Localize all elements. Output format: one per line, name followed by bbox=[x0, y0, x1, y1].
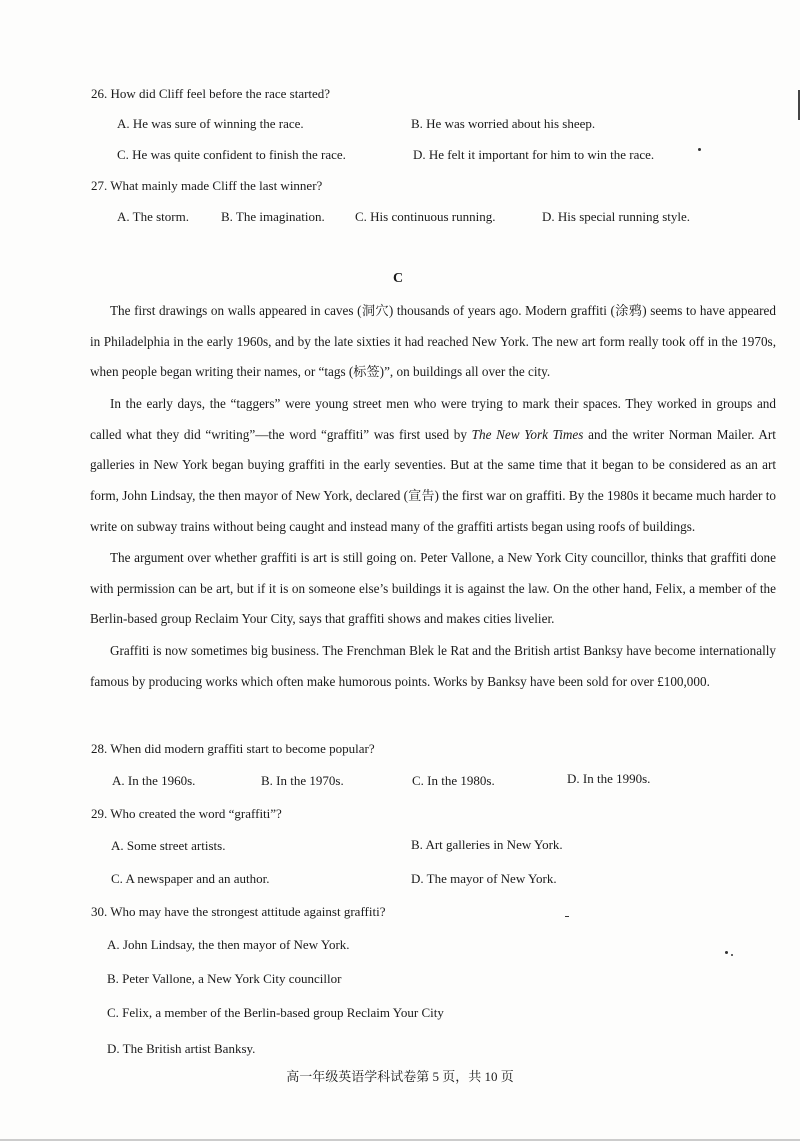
q28-option-b: B. In the 1970s. bbox=[261, 773, 344, 788]
q26-option-d: D. He felt it important for him to win the race. bbox=[413, 147, 655, 162]
q30-option-c: C. Felix, a member of the Berlin-based group Reclaim Your City bbox=[107, 1005, 444, 1020]
question-30: 30. Who may have the strongest attitude against graffiti? bbox=[91, 904, 386, 919]
newspaper-title: The New York Times bbox=[471, 426, 584, 442]
scan-speck bbox=[565, 916, 569, 917]
question-29: 29. Who created the word “graffiti”? bbox=[91, 806, 282, 821]
passage-paragraph-3 bbox=[90, 543, 776, 635]
q26-option-c: C. He was quite confident to finish the race. bbox=[117, 147, 346, 162]
q28-option-c: C. In the 1980s. bbox=[412, 773, 495, 788]
question-27: 27. What mainly made Cliff the last winner? bbox=[91, 178, 323, 193]
q26-option-b: B. He was worried about his sheep. bbox=[411, 116, 596, 131]
q27-option-c: C. His continuous running. bbox=[355, 209, 496, 224]
q30-option-b: B. Peter Vallone, a New York City councillor bbox=[107, 971, 342, 986]
paragraph-4-text: Graffiti is now sometimes big business. The Frenchman Blek le Rat and the British artist Banksy have become internationally famous by producing works which often make humorous points. Works by Banksy have been sold for over £100,000. bbox=[90, 643, 776, 689]
question-28: 28. When did modern graffiti start to become popular? bbox=[91, 741, 375, 756]
paragraph-3-text: The argument over whether graffiti is art is still going on. Peter Vallone, a New York City councillor, thinks that graffiti done with permission can be art, but if it is on someone else’s buildings it is against the law. On the other hand, Felix, a member of the Berlin-based group Reclaim Your City, says that graffiti shows and makes cities livelier. bbox=[90, 550, 776, 627]
question-26: 26. How did Cliff feel before the race started? bbox=[91, 86, 331, 101]
passage-paragraph-2 bbox=[90, 389, 776, 543]
q27-option-a: A. The storm. bbox=[117, 209, 189, 224]
paragraph-2-text-b: and the writer Norman Mailer. Art galleries in New York began buying graffiti in the early seventies. But at the same time that it began to be considered as an art form, John Lindsay, the then mayor of New York, declared (宣告) the first war on graffiti. By the 1980s it became much harder to write on subway trains without being caught and instead many of the graffiti artists began using roofs of buildings. bbox=[90, 426, 776, 534]
scan-speck bbox=[725, 951, 728, 954]
scan-speck bbox=[731, 954, 733, 956]
q28-option-a: A. In the 1960s. bbox=[112, 773, 196, 788]
q28-option-d: D. In the 1990s. bbox=[567, 771, 651, 786]
q29-option-b: B. Art galleries in New York. bbox=[411, 837, 563, 852]
q27-option-d: D. His special running style. bbox=[542, 209, 691, 224]
q29-option-a: A. Some street artists. bbox=[111, 838, 226, 853]
section-title: C bbox=[393, 271, 404, 286]
q29-option-d: D. The mayor of New York. bbox=[411, 871, 557, 886]
page-footer: 高一年级英语学科试卷第 5 页，共 10 页 bbox=[286, 1069, 514, 1084]
q27-option-b: B. The imagination. bbox=[221, 209, 325, 224]
scan-speck bbox=[698, 148, 701, 151]
q26-option-a: A. He was sure of winning the race. bbox=[117, 116, 304, 131]
q30-option-a: A. John Lindsay, the then mayor of New York. bbox=[107, 937, 350, 952]
q29-option-c: C. A newspaper and an author. bbox=[111, 871, 270, 886]
paragraph-1-text: The first drawings on walls appeared in caves (洞穴) thousands of years ago. Modern graffiti (涂鸦) seems to have appeared in Philadelphia in the early 1960s, and by the late sixties it had reached New York. The new art form really took off in the 1970s, when people began writing their names, or “tags (标签)”, on buildings all over the city. bbox=[90, 303, 776, 380]
paragraph-2-text-a: In the early days, the “taggers” were young street men who were trying to mark their spaces. They worked in groups and called what they did “writing”—the word “graffiti” was first used by bbox=[90, 396, 776, 442]
passage-paragraph-4 bbox=[90, 636, 776, 697]
q30-option-d: D. The British artist Banksy. bbox=[107, 1041, 256, 1056]
passage-paragraph-1 bbox=[90, 296, 776, 388]
